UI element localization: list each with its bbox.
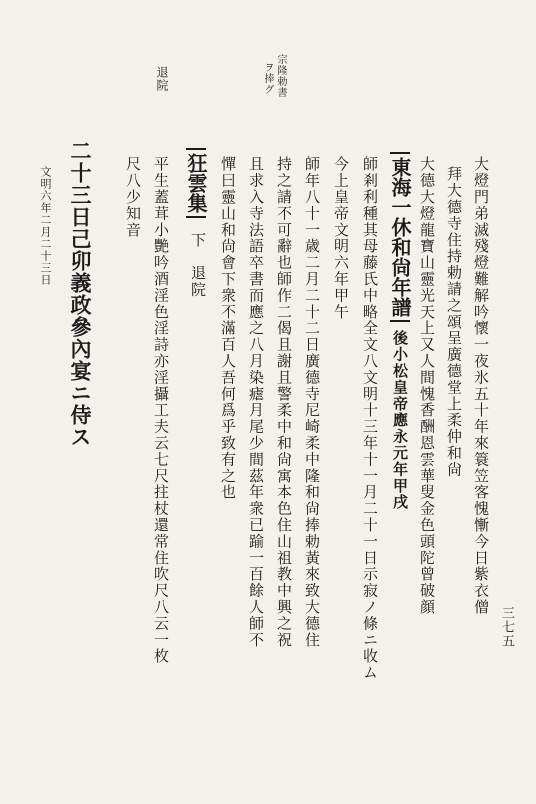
body-column-7: 師年八十一歳二月二十二日廣德寺尼崎柔中隆和尙捧勅黃來致大德住 bbox=[303, 156, 321, 648]
page-number: 三七五 bbox=[499, 606, 514, 648]
body-column-3: 大德大燈龍寶山靈光天上又人間愧香酬恩雲華叟金色頭陀曾破顔 bbox=[418, 156, 436, 616]
body-column-9: 且求入寺法語卒書而應之八月染瘧月尾少間茲年衆已踰一百餘人師不 bbox=[247, 156, 265, 648]
dated-entry: 二十三日己卯義政參內宴ニ侍ス bbox=[68, 140, 93, 448]
body-column-8: 持之請不可辭也師作二偈且謝且警柔中和尙寓本色住山祖教中興之祝 bbox=[275, 156, 293, 648]
body-column-10: 憚曰靈山和尙會下衆不滿百人吾何爲乎致有之也 bbox=[219, 156, 237, 501]
chronology-title-continuation: 後小松皇帝應永元年甲戌 bbox=[391, 330, 409, 511]
running-head-note-2: ヲ捧グ bbox=[262, 62, 273, 95]
body-column-1: 大燈門弟滅殘燈難解吟懷一夜氷五十年來簑笠客愧慚今日紫衣僧 bbox=[472, 156, 490, 616]
body-column-12: 平生蓋茸小艷吟酒淫色淫詩亦淫攝工夫云七尺拄杖還常住吹尺八云一枚 bbox=[152, 156, 170, 665]
body-column-2: 拜大德寺住持勅請之頌呈廣德堂上柔仲和尙 bbox=[445, 166, 463, 478]
kyounshu-title: 狂雲集 bbox=[186, 148, 206, 218]
running-head-retire: 退院 bbox=[155, 66, 169, 92]
kyounshu-title-continuation: 下 退院 bbox=[189, 232, 207, 298]
body-column-6: 今上皇帝文明六年甲午 bbox=[332, 156, 350, 320]
side-date-note: 文明六年二月二十三日 bbox=[39, 166, 52, 286]
body-column-5: 師剎利種其母藤氏中略全文八文明十三年十一月二十一日示寂ノ條ニ收ム bbox=[361, 156, 379, 681]
running-head-note-1: 宗隆勅書 bbox=[275, 54, 286, 98]
body-column-13: 尺八少知音 bbox=[124, 156, 142, 238]
chronology-title: 東海一休和尙年譜 bbox=[390, 152, 410, 322]
